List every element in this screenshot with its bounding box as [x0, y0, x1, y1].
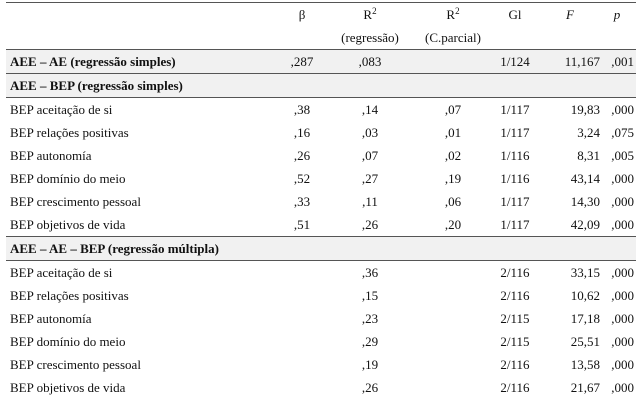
- section3-header: [6, 237, 636, 261]
- header-p-text: p: [613, 7, 621, 22]
- header-r2-parcial: [416, 3, 490, 49]
- row-beta: ,38: [293, 102, 311, 117]
- row-label: BEP domínio do meio: [10, 334, 126, 349]
- section1-r2: ,083: [358, 54, 382, 69]
- row-r2: ,29: [361, 334, 379, 349]
- row-p: ,000: [611, 288, 634, 303]
- row-beta: ,16: [293, 125, 311, 140]
- row-f: 8,31: [577, 148, 600, 163]
- row-f: 14,30: [570, 194, 600, 209]
- section1-row: [6, 50, 636, 74]
- header-f-text: F: [566, 7, 574, 22]
- row-gl: 1/117: [500, 194, 530, 209]
- row-gl: 1/116: [500, 171, 530, 186]
- row-f: 25,51: [570, 334, 600, 349]
- header-r2-sup: 2: [372, 6, 377, 16]
- row-r2p: ,02: [444, 148, 462, 163]
- row-r2: ,03: [361, 125, 379, 140]
- header-p: [600, 3, 634, 26]
- section2-header: [6, 74, 636, 98]
- header-r2p-symbol: [416, 3, 490, 26]
- table-row: [6, 98, 636, 121]
- row-gl: 1/117: [500, 217, 530, 232]
- row-f: 10,62: [570, 288, 600, 303]
- row-p: ,000: [611, 194, 634, 209]
- row-r2: ,19: [361, 357, 379, 372]
- row-r2: ,11: [362, 194, 378, 209]
- table-row: [6, 261, 636, 284]
- row-gl: 2/115: [500, 334, 530, 349]
- table-row: [6, 213, 636, 237]
- row-label: BEP relações positivas: [10, 288, 129, 303]
- row-p: ,000: [611, 334, 634, 349]
- row-p: ,000: [611, 357, 634, 372]
- table-row: [6, 167, 636, 190]
- section1-label: AEE – AE (regressão simples): [10, 54, 176, 69]
- row-label: BEP relações positivas: [10, 125, 129, 140]
- row-r2: ,15: [361, 288, 379, 303]
- row-r2p: ,06: [444, 194, 462, 209]
- section1-beta: ,287: [290, 54, 314, 69]
- row-f: 21,67: [570, 380, 600, 395]
- row-f: 19,83: [570, 102, 600, 117]
- row-r2: ,14: [361, 102, 379, 117]
- row-gl: 1/116: [500, 148, 530, 163]
- row-r2: ,36: [361, 265, 379, 280]
- header-gl: [488, 3, 542, 26]
- row-beta: ,51: [293, 217, 311, 232]
- row-f: 3,24: [577, 125, 600, 140]
- row-gl: 2/115: [500, 311, 530, 326]
- row-label: BEP crescimento pessoal: [10, 357, 141, 372]
- table-row: [6, 284, 636, 307]
- header-r2p-sub: (C.parcial): [425, 30, 481, 45]
- table-row: [6, 190, 636, 213]
- table-row: [6, 121, 636, 144]
- row-label: BEP objetivos de vida: [10, 380, 126, 395]
- table-row: [6, 330, 636, 353]
- row-gl: 1/117: [500, 125, 530, 140]
- section1-f: 11,167: [564, 54, 600, 69]
- row-p: ,005: [611, 148, 634, 163]
- row-f: 33,15: [570, 265, 600, 280]
- row-label: BEP domínio do meio: [10, 171, 126, 186]
- header-r2-symbol: [340, 3, 400, 26]
- row-f: 13,58: [570, 357, 600, 372]
- row-p: ,000: [611, 102, 634, 117]
- row-r2p: ,01: [444, 125, 462, 140]
- header-r2-letter: R: [363, 7, 373, 22]
- table-row: [6, 307, 636, 330]
- row-label: BEP aceitação de si: [10, 102, 113, 117]
- row-label: BEP objetivos de vida: [10, 217, 126, 232]
- row-beta: ,26: [293, 148, 311, 163]
- header-f: [540, 3, 600, 26]
- header-gl-text: Gl: [508, 7, 522, 22]
- regression-table: [6, 2, 636, 399]
- row-r2p: ,20: [444, 217, 462, 232]
- row-p: ,075: [611, 125, 634, 140]
- header-beta: [278, 3, 326, 26]
- row-p: ,000: [611, 265, 634, 280]
- row-p: ,000: [611, 380, 634, 395]
- row-r2: ,27: [361, 171, 379, 186]
- section2-label: AEE – BEP (regressão simples): [10, 78, 183, 93]
- section1-p: ,001: [611, 54, 634, 69]
- header-r2-regressao: [340, 3, 400, 49]
- row-gl: 2/116: [500, 288, 530, 303]
- row-beta: ,33: [293, 194, 311, 209]
- row-p: ,000: [611, 217, 634, 232]
- row-r2: ,07: [361, 148, 379, 163]
- row-gl: 2/116: [500, 357, 530, 372]
- section3-label: AEE – AE – BEP (regressão múltipla): [10, 241, 219, 256]
- header-r2-sub: (regressão): [341, 30, 399, 45]
- row-f: 43,14: [570, 171, 600, 186]
- row-gl: 1/117: [500, 102, 530, 117]
- row-f: 42,09: [570, 217, 600, 232]
- row-p: ,000: [611, 171, 634, 186]
- section1-gl: 1/124: [500, 54, 530, 69]
- header-r2p-letter: R: [446, 7, 456, 22]
- table-header: [6, 2, 636, 50]
- table-row: [6, 144, 636, 167]
- row-r2: ,26: [361, 217, 379, 232]
- table-row: [6, 376, 636, 399]
- row-beta: ,52: [293, 171, 311, 186]
- row-r2: ,26: [361, 380, 379, 395]
- row-p: ,000: [611, 311, 634, 326]
- row-r2p: ,07: [444, 102, 462, 117]
- row-label: BEP autonomía: [10, 311, 92, 326]
- row-label: BEP autonomía: [10, 148, 92, 163]
- row-gl: 2/116: [500, 380, 530, 395]
- row-label: BEP crescimento pessoal: [10, 194, 141, 209]
- row-r2: ,23: [361, 311, 379, 326]
- row-f: 17,18: [570, 311, 600, 326]
- row-r2p: ,19: [444, 171, 462, 186]
- row-gl: 2/116: [500, 265, 530, 280]
- header-r2p-sup: 2: [455, 6, 460, 16]
- table-row: [6, 353, 636, 376]
- row-label: BEP aceitação de si: [10, 265, 113, 280]
- header-beta-text: β: [298, 7, 306, 22]
